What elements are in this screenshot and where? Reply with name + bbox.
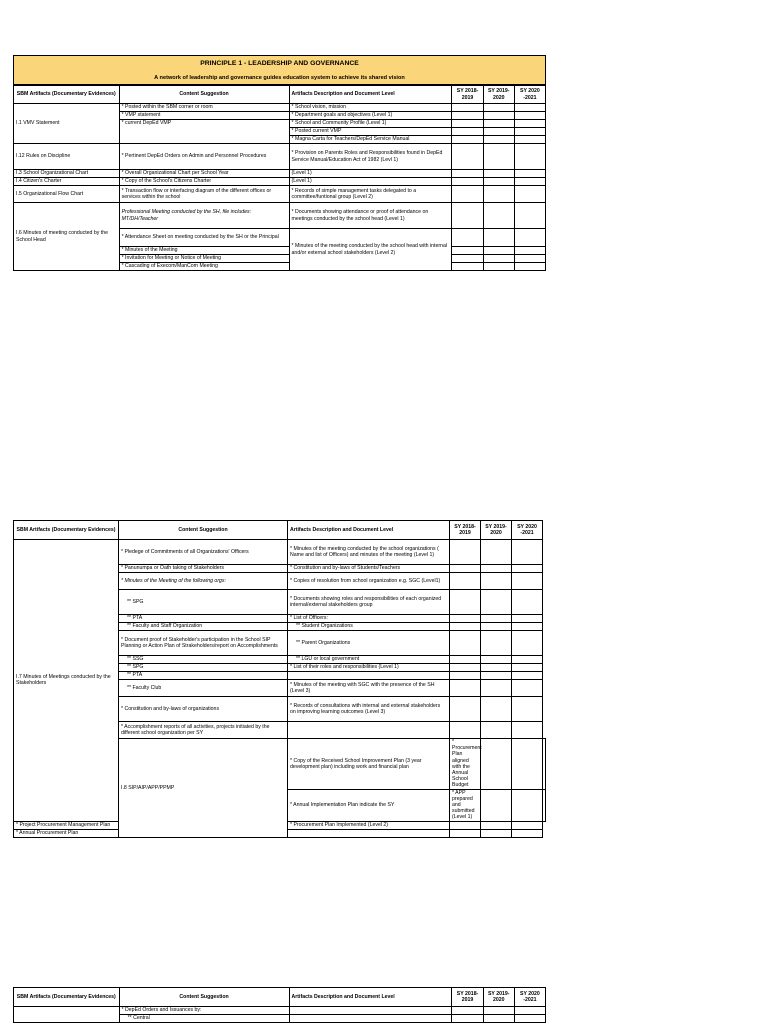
content-cell: ** PTA <box>119 615 288 623</box>
description-cell: * Minutes of the meeting with SGC with the presence of the SH (Level 3) <box>288 680 450 697</box>
content-cell: * Constitution and by-laws of organizations <box>119 697 288 722</box>
content-cell: * Annual Implementation Plan indicate the SY <box>288 789 450 821</box>
content-cell: ** SSG <box>119 656 288 664</box>
description-cell: * List of their roles and responsibilities (Level 1) <box>288 664 450 672</box>
artifact-rules: I.12 Rules on Discipline <box>14 144 120 170</box>
content-cell: * Panunumpa or Oath taking of Stakeholders <box>119 565 288 573</box>
content-cell: * Minutes of the Meeting of the following orgs: <box>119 573 288 590</box>
description-cell: * APP prepared and submitted (Level 1) <box>450 789 481 821</box>
description-cell: * Documents showing roles and responsibilities of each organized internal/external stakeholders group <box>288 590 450 615</box>
description-cell: ** Parent Organizations <box>288 631 450 656</box>
table-header-row <box>14 521 546 540</box>
header-sy-2020: SY 2020 -2021 <box>514 988 545 1007</box>
description-cell: * Minutes of the meeting conducted by the school organizations ( Name and list of Officers) and minutes of the meeting (Level 1) <box>288 540 450 565</box>
content-cell: * Pertinent DepEd Orders on Admin and Personnel Procedures <box>119 144 289 170</box>
content-cell: * Invitation for Meeting or Notice of Meeting <box>119 255 289 263</box>
content-cell: * Document proof of Stakeholder's participation in the School SIP Planning or Action Plan of Strakeholders/report on Accomplishments <box>119 631 288 656</box>
content-cell: * Copy of the Received School Improvement Plan (3 year development plan) including work and financial plan <box>288 739 450 790</box>
header-description: Artifacts Description and Document Level <box>289 988 452 1007</box>
header-sy-2018: SY 2018-2019 <box>450 521 481 540</box>
content-cell: * VMP statement <box>119 112 289 120</box>
content-cell: * Project Procurement Management Plan <box>14 821 119 829</box>
content-cell: * Attendance Sheet on meeting conducted by the SH or the Principal <box>119 229 289 247</box>
header-artifacts: SBM Artifacts (Documentary Evidences) <box>14 521 119 540</box>
table-header-row <box>14 86 546 104</box>
description-cell: * School and Community Profile (Level 1) <box>289 120 452 128</box>
content-cell: ** Faculty and Staff Organization <box>119 623 288 631</box>
content-cell: * current DepEd VMP <box>119 120 289 144</box>
description-cell: * List of Officers: <box>288 615 450 623</box>
content-cell: * Minutes of the Meeting <box>119 247 289 255</box>
header-sy-2020: SY 2020 -2021 <box>512 521 543 540</box>
description-cell: * Minutes of the meeting conducted by the school head with internal and/or external school stakeholders (Level 2) <box>289 229 452 271</box>
header-sy-2019: SY 2019-2020 <box>483 988 514 1007</box>
description-cell: * Records of simple management tasks delegated to a committee/funtional group (Level 2) <box>289 186 452 203</box>
stakeholders-section <box>13 520 546 838</box>
content-cell: ** SPG <box>119 664 288 672</box>
content-cell: * Transaction flow or interfacing diagram of the different offices or services within the school <box>119 186 289 203</box>
artifacts-table-2 <box>13 520 546 838</box>
header-description: Artifacts Description and Document Level <box>288 521 450 540</box>
content-cell: * Copy of the School's Citizens Charter <box>119 178 289 186</box>
header-artifacts: SBM Artifacts (Documentary Evidences) <box>14 86 120 104</box>
table-row <box>14 186 546 203</box>
content-cell: * Posted within the SBM corner or room <box>119 104 289 112</box>
content-cell: * Cascading of Execom/ManCom Meeting <box>119 263 289 271</box>
artifact-sip: I.8 SIP/AIP/APP/PPMP <box>119 739 288 838</box>
artifact-minutes-sh: I.6 Minutes of meeting conducted by the School Head <box>14 203 120 271</box>
header-sy-2019: SY 2019-2020 <box>483 86 514 104</box>
table-row <box>14 540 546 565</box>
content-cell: * Overall Organizational Chart per School Year <box>119 170 289 178</box>
content-cell: * Pledege of Commitments of all Organizations' Officers <box>119 540 288 565</box>
principle-subtitle: A network of leadership and governance guides education system to achieve its shared vision <box>154 75 405 81</box>
description-cell: ** LGU or local government <box>288 656 450 664</box>
description-cell: ** Student Organizations <box>288 623 450 631</box>
table-row <box>14 104 546 112</box>
artifact-flow-chart: I.5 Organizational Flow Chart <box>14 186 120 203</box>
header-description: Artifacts Description and Document Level <box>289 86 452 104</box>
header-content: Content Suggestion <box>119 86 289 104</box>
description-cell: * Department goals and objectives (Level 1) <box>289 112 452 120</box>
header-sy-2018: SY 2018-2019 <box>452 988 483 1007</box>
content-cell: ** Central <box>119 1015 289 1023</box>
principle-banner <box>13 55 546 85</box>
principle-title: PRINCIPLE 1 - LEADERSHIP AND GOVERNANCE <box>200 60 359 67</box>
content-cell: ** Faculty Club <box>119 680 288 697</box>
header-sy-2019: SY 2019-2020 <box>481 521 512 540</box>
description-cell: (Level 1) <box>289 170 452 178</box>
principle-1-section <box>13 55 546 271</box>
description-cell: * Magna Carta for Teachers/DepEd Service Manual <box>289 136 452 144</box>
description-cell: * Posted current VMP <box>289 128 452 136</box>
issuances-section <box>13 987 546 1023</box>
header-artifacts: SBM Artifacts (Documentary Evidences) <box>14 988 120 1007</box>
artifact-minutes-stakeholders: I.7 Minutes of Meetings conducted by the Stakeholders <box>14 540 119 822</box>
artifacts-table-3 <box>13 987 546 1023</box>
table-row <box>14 1007 546 1015</box>
artifacts-table-1 <box>13 85 546 271</box>
description-cell: * School vision, mission <box>289 104 452 112</box>
description-cell: * Provision on Parents Roles and Responsibilities found in DepEd Service Manual/Education Act of 1982 (Levl 1) <box>289 144 452 170</box>
artifact-vmv: I.1 VMV Statement <box>14 104 120 144</box>
header-sy-2020: SY 2020 -2021 <box>514 86 545 104</box>
table-row <box>14 178 546 186</box>
artifact-citizens-charter: I.4 Citizen's Charter <box>14 178 120 186</box>
description-cell: * Copies of resolution from school organization e.g. SGC (Level1) <box>288 573 450 590</box>
content-cell: Professional Meeting conducted by the SH, file includes: MT/DH/Teacher <box>119 203 289 229</box>
header-content: Content Suggestion <box>119 521 288 540</box>
description-cell: * Records of consultations with internal and external stakeholders on improving learning outcomes (Level 3) <box>288 697 450 722</box>
content-cell: * DepEd Orders and Issuances by: <box>119 1007 289 1015</box>
description-cell: * Documents showing attendance or proof of attendance on meetings conducted by the school head (Level 1) <box>289 203 452 229</box>
table-header-row <box>14 988 546 1007</box>
description-cell: * Procurement Plan Implemented (Level 2) <box>288 821 450 829</box>
content-cell: * Accomplishment reports of all activities, projects initiated by the different school organization per SY <box>119 722 288 739</box>
content-cell: * Annual Procurement Plan <box>14 829 119 837</box>
artifact-org-chart: I.3 School Organizational Chart <box>14 170 120 178</box>
table-row <box>14 203 546 229</box>
header-sy-2018: SY 2018-2019 <box>452 86 483 104</box>
header-content: Content Suggestion <box>119 988 289 1007</box>
content-cell: ** PTA <box>119 672 288 680</box>
description-cell: * Procurement Plan aligned with the Annual School Budget <box>450 739 481 790</box>
description-cell: * Constitution and by-laws of Students/Teachers <box>288 565 450 573</box>
content-cell: ** SPG <box>119 590 288 615</box>
description-cell: (Level 1) <box>289 178 452 186</box>
table-row <box>14 170 546 178</box>
table-row <box>14 144 546 170</box>
